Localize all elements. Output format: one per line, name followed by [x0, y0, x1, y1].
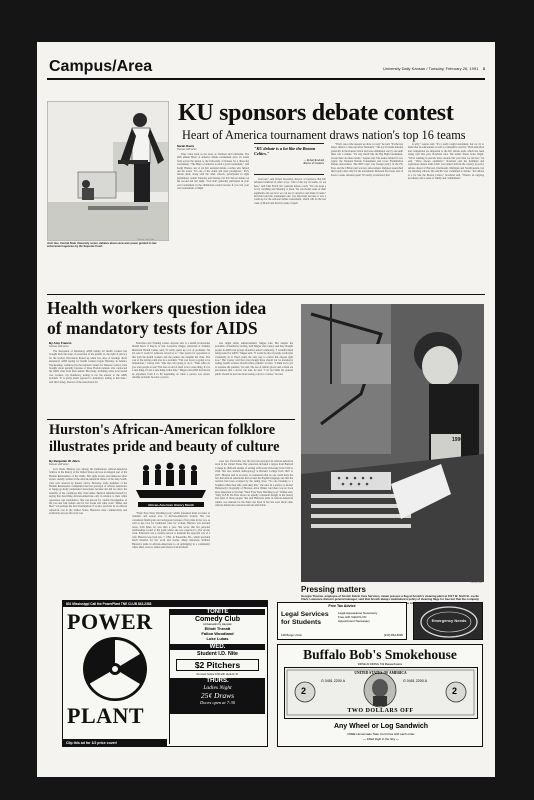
story2-column-3-text: also might suffer embarrassment, Magee said. But despite the problems of mandatory testing, both Magee and Carney said they thought people in AIDS-risk groups should be tested voluntarily. "I wouldn't mind being tested for AIDS," Magee said. "It would be nice if people would just voluntarily do it. That's really the only way to control this disease right now." But Carney said that even though there should not be mandatory testing, health workers should reduce patients' worries. "I think we've got to reassure the patients," he said. The use of rubber gloves and a mask are precautions that a doctor can take, he said. "I do not think the general public should be nervous about seeing a doctor or nurse," he said.	[215, 342, 293, 376]
flag-photo-image	[301, 304, 484, 582]
free-tax-advice: Free Tax Advice	[328, 604, 356, 608]
plant-word: PLANT	[67, 703, 145, 728]
legal-services-title-1: Legal Services	[281, 611, 329, 618]
story1-pullquote-box	[254, 143, 324, 175]
legal-line-2: Legal Appearance Necessary	[338, 611, 378, 615]
story1-column-2-text: look bad," said Robert Rowland, director of forensics. But KU debaters benefited in other ways. "Out of the top 16 teams, 10 are here," said John Fritch, KU assistant debate coach. "We can learn a lot by watching and listening to them. We can model some of their arguments and see how we can use it ourselves and make it better." Rowland said the tournament also was important because it was a warm-up for the national debate tournament, which will be the last week of March and the first week of April.	[254, 178, 326, 205]
legal-address: 148 Burge Union	[281, 633, 302, 637]
story-divider-1	[47, 294, 485, 295]
emergency-stamp-ad	[413, 602, 483, 640]
comedy-club-label: Comedy Club	[194, 616, 241, 623]
buffalo-bobs-ad	[277, 644, 483, 747]
debate-photo-caption: Josh Hoe, Central State University senior, debates about excessive power granted to law enforcement agencies by the Supreme Court.	[47, 242, 157, 249]
story2-column-2-text: Education and Training Center. Anyone who is a health professional should know if they're at risk. Lawrence Magee, physician at Watkins Memorial Health Center, said, "It really opens up a lot of problems. I'm not sure it would if someone forced us to." One reason for opposition is that both the health workers and the patient can transmit the virus. The cost of the testing could also be a problem. "The cost factor is going to be tremendous," Carney said. "One test can't going to do it. "Then when do you want people to test? The tests at end of itself is not a sure thing, if it is a sure thing, it's not a sure thing at that time." Magee said AIDS had shown up anywhere from 6 to 60 depending on when a person was tested. Another problem, he said, a person	[132, 342, 210, 380]
legal-services-details	[338, 611, 406, 623]
story3-byline-role: Kansan staff writer	[49, 463, 69, 466]
power-word: POWER	[67, 609, 153, 634]
tonite-label: TONITE	[170, 609, 265, 615]
radiation-icon	[67, 635, 163, 703]
story1-column-4	[408, 143, 484, 289]
flag-photo-credit: Photo by: Mike ...	[470, 582, 484, 584]
draws-price: 25¢ Draws	[200, 691, 235, 700]
flag-photo-title: Pressing matters	[301, 585, 366, 594]
fries-offer: FREE Homemade Tater Curl Fries with each order	[347, 732, 415, 736]
story2-headline-line2: of mandatory tests for AIDS	[47, 318, 258, 338]
story2-headline-line1: Health workers question idea	[47, 298, 267, 318]
two-dollar-bill	[284, 667, 478, 719]
student-nite: Student I.D. Nite	[197, 651, 238, 657]
story3-headline-line1: Hurston's African-American folklore	[49, 422, 276, 438]
story1-pullquote-attr: — Robert Rowland	[303, 159, 324, 162]
story2-column-2	[132, 342, 210, 416]
buffalo-bobs-title: Buffalo Bob's Smokehouse	[303, 647, 457, 662]
sandwich-offer: Any Wheel or Log Sandwich	[333, 723, 429, 730]
history-month-logo	[132, 460, 210, 510]
story2-column-1-text: The discussion of mandatory AIDS testing for health workers has brought back the issue of protection of the patient vs. the right of privacy for the worker. Discussion heated up when two days of hearings about mandatory AIDS testing for health workers began Thursday in Atlanta. The hearings, conducted by the national Centers for Disease Control, were brought about partially because of three Florida patients who contracted the AIDS virus from their dentist. But many, including some local health care workers, say mandatory testing is not the answer to the AIDS problem. "It is pretty much opposed to mandatory testing at this time," said Jim Carney, director of the Association for	[49, 350, 127, 384]
pitchers-price: $2 Pitchers	[176, 659, 259, 671]
buffalo-bobs-address: DRIVE-IN DINING 719 Massachusetts	[357, 663, 403, 666]
story1-pullquote: "KU debate is a lot like the Boston Celtics."	[254, 146, 316, 156]
two-dollars-off: TWO DOLLARS OFF	[347, 708, 414, 714]
header-rule	[47, 78, 485, 80]
story2-column-1	[49, 350, 127, 416]
story3-headline-line2: illustrates pride and beauty of culture	[49, 439, 280, 455]
story-divider-2	[47, 419, 295, 420]
legal-services-logo	[281, 611, 333, 626]
bill-left-denomination: 2	[301, 686, 307, 696]
power-plant-ad	[62, 600, 268, 747]
issue-date	[383, 66, 485, 71]
flag-photo	[301, 304, 484, 582]
story1-column-2	[254, 178, 326, 289]
comedy-sub: Ambassador by Haywain	[203, 623, 232, 626]
no-cover-note: No cover before 9:00 with student I.D.	[196, 673, 239, 676]
issue-date-text: University Daily Kansan / Tuesday, February 26, 1991	[383, 66, 479, 71]
page-number: 3	[482, 66, 485, 71]
doors-open: Doors open at 7:30	[199, 700, 236, 705]
filled-high: — Filled High in the Sky —	[363, 737, 399, 741]
story3-byline: By Benjamin W. Allen	[49, 459, 80, 463]
legal-services-ad	[277, 602, 407, 640]
debate-photo-credit: Photo by: John Doyle	[137, 239, 155, 241]
story1-headline: KU sponsors debate contest	[178, 100, 454, 126]
debate-photo-image	[48, 102, 169, 241]
story1-column-1	[177, 153, 249, 289]
half-price-coupon[interactable]: Clip this ad for 1/2 price cover!	[63, 739, 167, 746]
ladies-night-box	[170, 684, 265, 714]
bill-serial-right: G 0451 2200 A	[403, 679, 427, 683]
shirt-text: 1990	[452, 437, 464, 443]
bill-top-text: UNITED STATES OF AMERICA	[354, 671, 407, 675]
story1-pullquote-role: director of forensics	[303, 162, 324, 165]
performer-2: Fallon Woodland	[201, 631, 234, 636]
power-plant-address: 801 Mississippi Call the PowerPlant TNE CLUB 843-2383	[63, 601, 267, 607]
power-plant-schedule	[169, 609, 265, 744]
story1-byline-role: Kansan staff writer	[177, 148, 197, 151]
section-title: Campus/Area	[49, 58, 153, 75]
ladies-night: Ladies Night	[203, 685, 232, 691]
story1-column-4-text: is why," Leeper said. "It's a really tough tournament, but we try to make that an educational as well as competitive activity." Both education and competition are important to the KU debate team, which has been doing well this year, Rowland said. The team's future looks bright. "We're winning in percent more awards this year than we did last," he said. "We're always optimistic." Rowland said the freshman and sophomore debate team at KU was ranked sixth in the country in policy debate, ahead of Harvard, Dartmouth, Michigan and Northwestern, but top debating schools. He said KU was committed to debate. "KU debate is a lot like the Boston Celtics," Rowland said. "There's an ongoing excellence and a sense of family and commitment."	[408, 143, 484, 181]
debate-photo	[47, 101, 169, 241]
story1-subhead: Heart of America tournament draws nation's top 16 teams	[182, 128, 466, 142]
stamp-text: Emergency Needs	[431, 618, 467, 623]
newspaper-page	[37, 42, 495, 777]
bill-serial-left: G 0451 2200 A	[321, 679, 345, 683]
legal-line-3: Free with Valid KU ID	[338, 615, 367, 619]
history-month-label: African-American History Month	[138, 502, 204, 507]
story1-column-3	[331, 143, 403, 289]
bill-right-denomination: 2	[452, 686, 458, 696]
history-month-figures-icon	[132, 460, 210, 502]
story2-byline-role: Kansan staff writer	[49, 345, 69, 348]
flag-photo-caption: Georgia Thomas, employee of Scotch Fabric Care Services, steam presses a flag at Scotch's cleaning plant at 1517 W. Sixth St. Lucile Clark, Lawrence division general manager, said that Scotch always maintained a policy of cleaning flags for free but that the company	[301, 594, 479, 602]
story3-column-2-text: "Their Eyes Were Watching God," which presented fresh accounts of romantic and sexual love of African-American women. She was considered flamboyant and outrageous because of her pride in her race as well as her love for traditional roles for women. Hurston was married twice, both times for less than a year. She wrote that her personal relationships fooled at the point where she was expected to give up her work. Education was a creative person to maintain the expected role of a wife. Hurston was born Jan. 7, 1891, in Eatonville, Fla., which provided much material for her work and stories. Many historians attribute Hurston's pride in African-Americans to an upbringing in a community where there were no whites and where racial incidents	[132, 512, 210, 550]
performer-3: Luke Lukas	[206, 636, 229, 641]
story1-byline: Sarah Davis	[177, 144, 195, 148]
story2-byline: By Amy Francis	[49, 341, 72, 345]
story3-column-1-text: Zora Neale Hurston was among the harmonious African-American folklore in the history of the United States and was an integral part of the Harlem Renaissance of the 1920s. Her eight novels and numerous short stories, usually written in the African-American dialect of the deep South, were well received by literary critics. However, some members of the Harlem Renaissance complained that her portrayal of African Americans as happy-go-lucky perpetuated stereotypes because she did not show the brutality of the conditions they lived under. Hurston defended herself by saying that describing African-Americans only in relation to their white oppressors was exploitative. She was known for careful investigation of the lore and folk culture and for her books and other work "Mules and Men" was perhaps the first investigation of voodoo practices by an African American cast in the United States. Hurston's most commercially and artistically success ful novel was	[49, 468, 127, 516]
wed-label: WED.	[170, 644, 265, 650]
story1-column-3-text: "That's one of the reasons we draw so well," he said. "It's the last major chance to tune up before Nationals." The top 16 teams debated yesterday in the Kansas Union and were eliminated one by one until there was a winner. "It's very much like the Big Eight tournament, except there are more teams," Leeper said. The teams debated in two topics: the National Debate Tournament and Cross Examination Debate Association. The NDT topic was foreign policy in the Far East, and the CEDA topic was law enforcement. Debaters researched their topics since July for the tournament. Between five hours and 15 hours a week, debaters spent "It's really accelerated; that	[331, 143, 403, 177]
power-plant-logo	[67, 609, 163, 733]
story2-column-3	[215, 342, 293, 416]
thurs-label: THURS.	[170, 678, 265, 684]
story3-column-3-text: were few. Eatonville was the first incorporated all-African-American town in the United States. Her education included a degree from Barnard College in 1928 and studies of writing at Howard University from 1919 to 1924. She also studied anthropology at Barnard College from 1925 to 1927. Hurston said in an essay on expression that no one could deny the fact that African Americans had revised the English language and that the revision had been accepted by the ruling class. "No one listening to a Southern white man talk could deny this," she said. In a preface to Robert Hemenway's biography of Hurston, Alice Walker said there was no book more important to her than "Their Eyes Were Watching God." Walker said, "Only R.E.B. Du Bois shows an equally consistent delight in the beauty and spirit of black people. She said Hurston's pride in African-American culture was unusual for the times she lived in but she even made other African Americans conscious and uncomfortable.	[215, 460, 293, 508]
story1-column-1-text: They came from as far away as Vermont and California. The 20th annual Heart of America debate tournament drew 16 teams from across the nation to the University of Kansas for a three-day tournament. "The Heart of America is such a good tournament," said Kathy Hurner, one of six KU assistant debate coaches who helped run the event. "It's one of the oldest and most prestigious." KU's debate team, along with the other schools, participated in eight preliminary rounds Saturday and Sunday, but KU did not debate on the second and last night. "You don't generally participate in your own tournament in the elimination round because if you win your own tournament, it might	[177, 153, 249, 191]
legal-services-title-2: for Students	[281, 618, 322, 626]
performer-1: Elliott Threatt	[204, 626, 231, 631]
legal-phone: (913) 864-5665	[383, 633, 403, 637]
legal-line-4: Appointment Necessary	[338, 619, 370, 623]
